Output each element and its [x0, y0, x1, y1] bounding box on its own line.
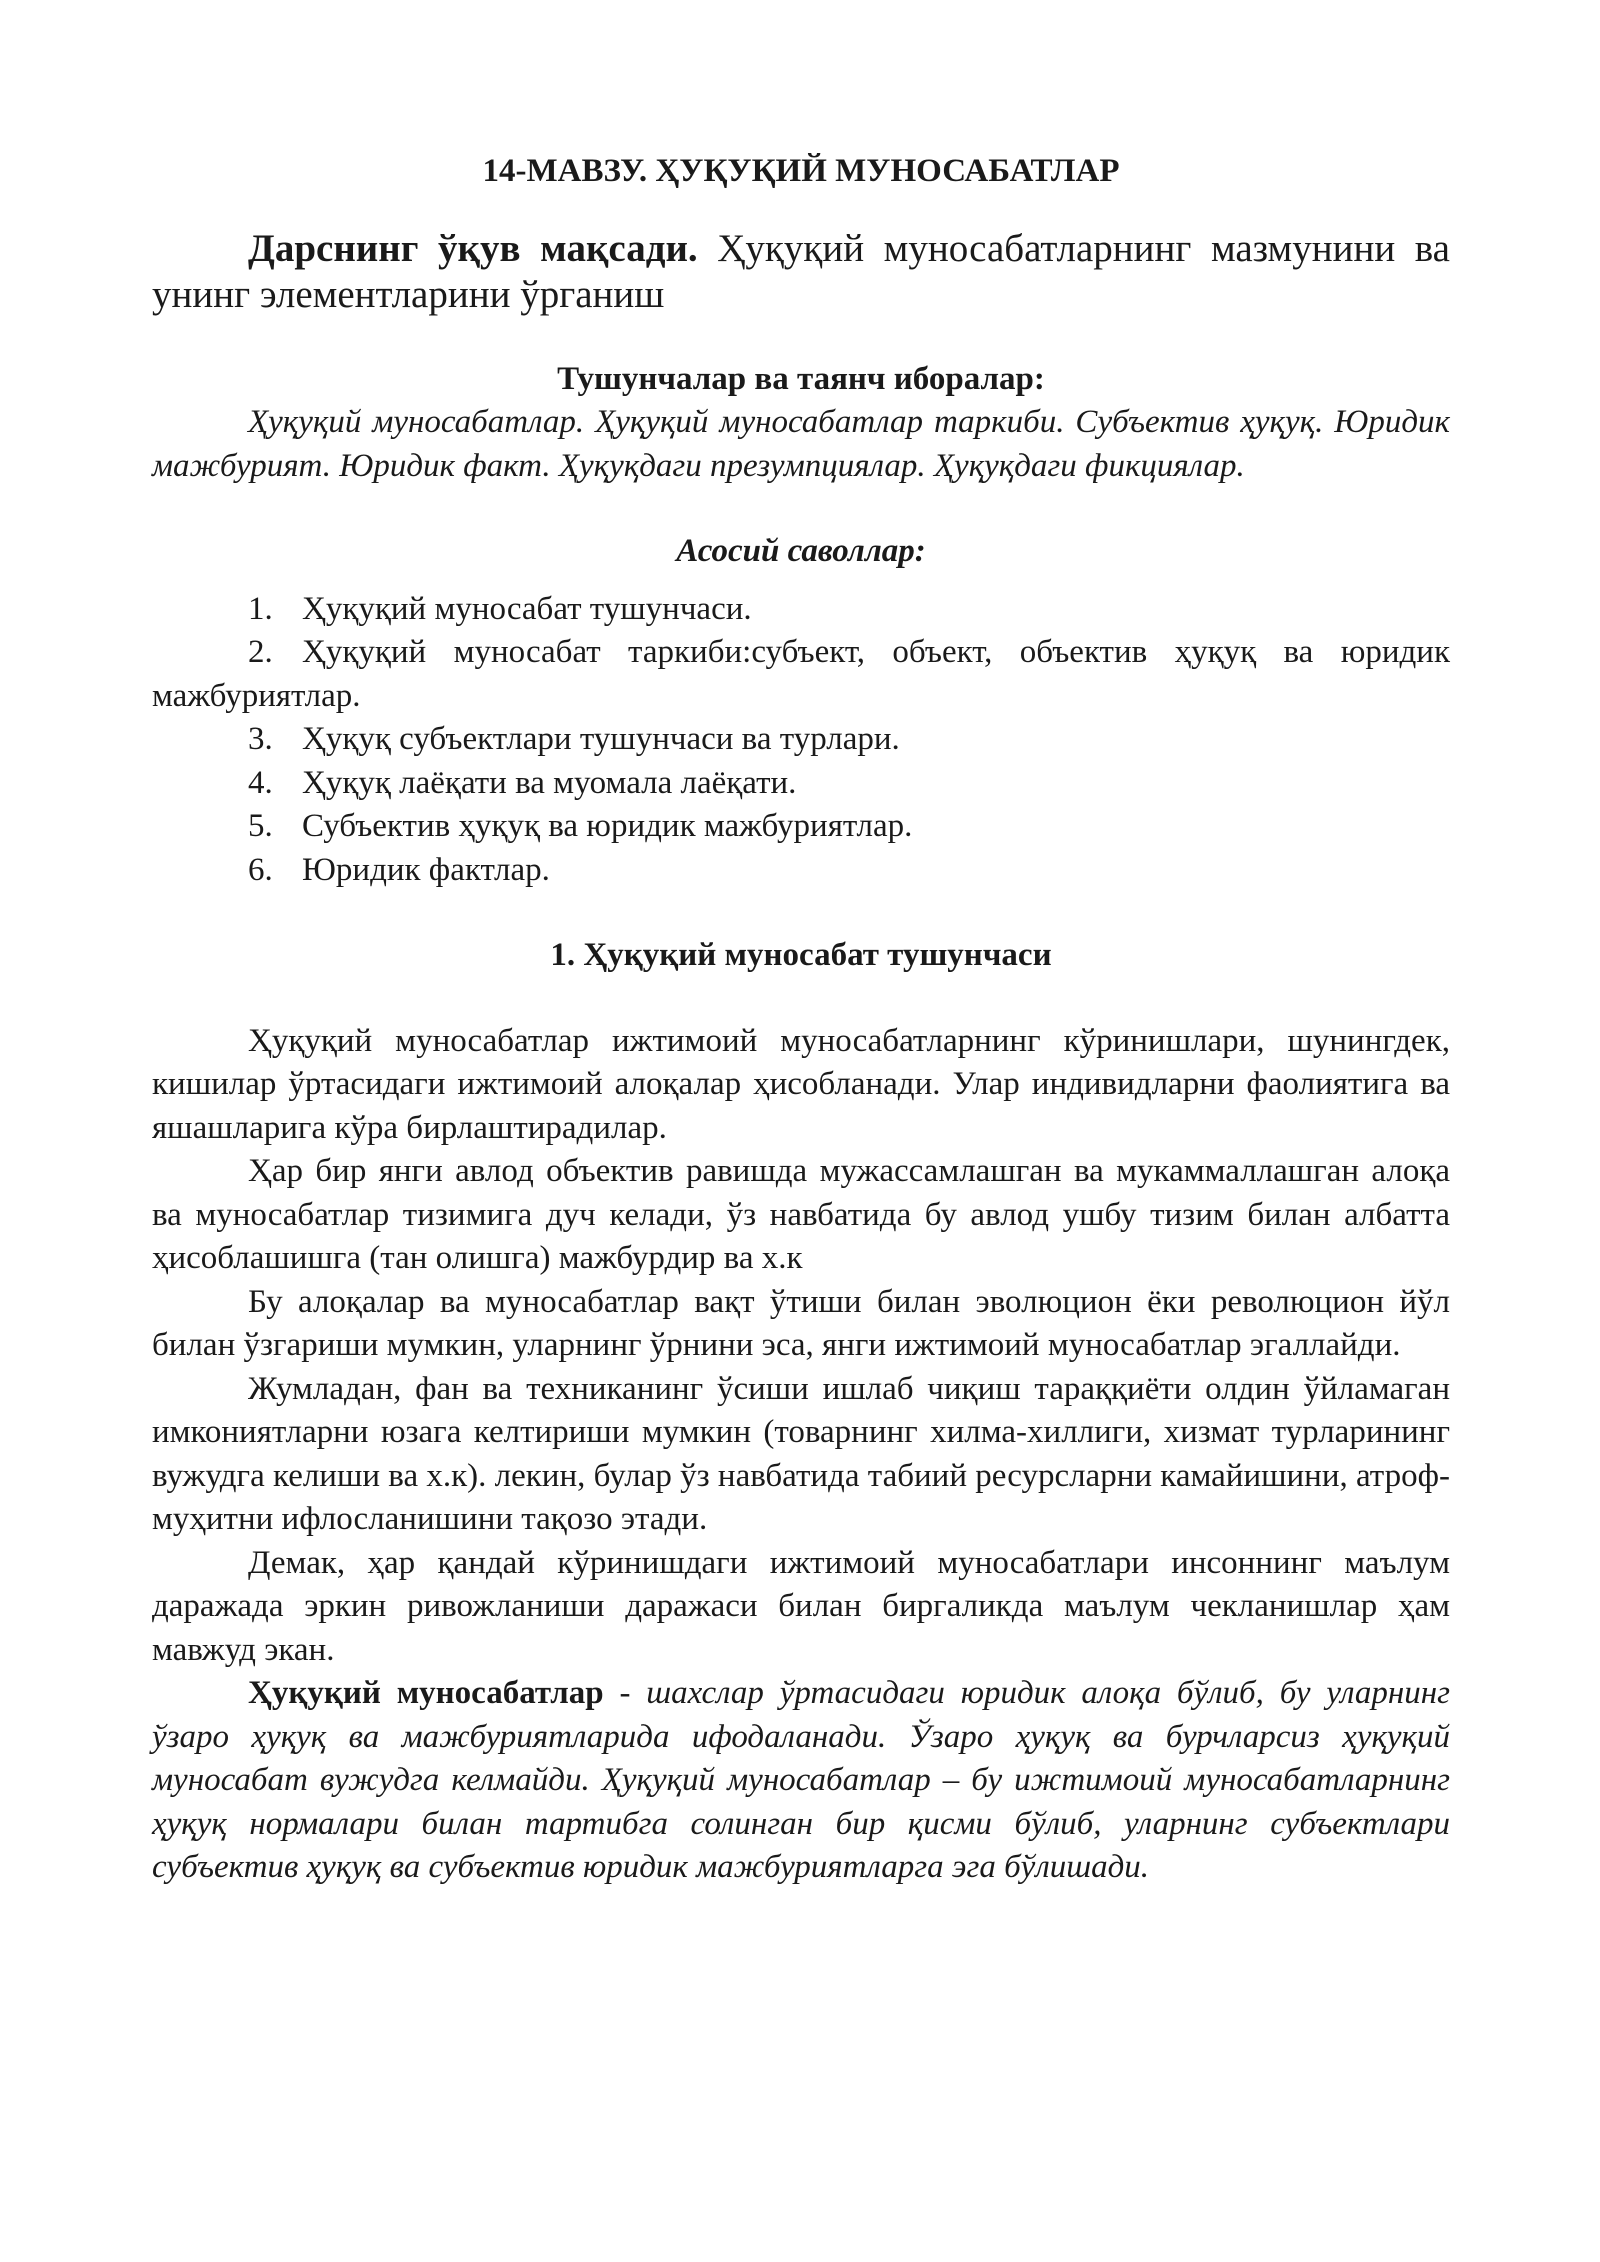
question-number: 2.: [248, 634, 273, 670]
definition-term: Ҳуқуқий муносабатлар: [248, 1675, 604, 1711]
body-paragraph: Демак, ҳар қандай кўринишдаги ижтимоий муносабатлари инсоннинг маълум даражада эркин ривожланиши даражаси билан биргаликда маълум чекланишлар ҳам мавжуд экан.: [152, 1544, 1450, 1668]
question-text: Юридик фактлар.: [302, 851, 550, 888]
body-paragraph: Бу алоқалар ва муносабатлар вақт ўтиши билан эволюцион ёки революцион йўл билан ўзгариши мумкин, уларнинг ўрнини эса, янги ижтимоий муносабатлар эгаллайди.: [152, 1283, 1450, 1363]
question-item: [152, 805, 1450, 849]
definition-text: шахслар ўртасидаги юридик алоқа бўлиб, бу уларнинг ўзаро ҳуқуқ ва мажбуриятларида ифодаланади. Ўзаро ҳуқуқ ва бурчларсиз ҳуқуқий муносабат вужудга келмайди. Ҳуқуқий муносабатлар – бу ижтимоий муносабатларнинг ҳуқуқ нормалари билан тартибга солинган бир қисми бўлиб, уларнинг субъектлари субъектив ҳуқуқ ва субъектив юридик мажбуриятларга эга бўлишади.: [152, 1675, 1450, 1885]
concepts-heading: Тушунчалар ва таянч иборалар:: [557, 360, 1045, 397]
question-number: 1.: [248, 590, 273, 627]
question-text: Ҳуқуқ лаёқати ва муомала лаёқати.: [302, 764, 797, 801]
body-paragraph: Жумладан, фан ва техниканинг ўсиши ишлаб чиқиш тараққиёти олдин ўйламаган имкониятларни юзага келтириши мумкин (товарнинг хилма-хиллиги, хизмат турларининг вужудга келиши ва х.к). лекин, булар ўз навбатида табиий ресурсларни камайишини, атроф-муҳитни ифлосланишини тақозо этади.: [152, 1370, 1450, 1537]
questions-list: [152, 588, 1450, 893]
question-item: [152, 762, 1450, 806]
lesson-goal-label: Дарснинг ўқув мақсади.: [248, 226, 698, 270]
lesson-goal: [152, 226, 1450, 318]
question-item: [152, 718, 1450, 762]
section-heading: 1. Ҳуқуқий муносабат тушунчаси: [550, 937, 1052, 973]
question-text: Ҳуқуқий муносабат таркиби:субъект, объект, объектив ҳуқуқ ва юридик мажбуриятлар.: [152, 634, 1450, 714]
question-number: 3.: [248, 721, 273, 757]
question-item: [152, 631, 1450, 718]
lesson-goal-text: Ҳуқуқий муносабатларнинг мазмунини ва унинг элементларини ўрганиш: [152, 226, 1450, 316]
question-number: 4.: [248, 764, 273, 801]
question-item: [152, 849, 1450, 893]
question-number: 5.: [248, 808, 273, 844]
body-paragraph: Ҳуқуқий муносабатлар ижтимоий муносабатларнинг кўринишлари, шунингдек, кишилар ўртасидаги ижтимоий алоқалар ҳисобланади. Улар индивидларни фаолиятига ва яшашларига кўра бирлаштирадилар.: [152, 1022, 1450, 1146]
question-text: Субъектив ҳуқуқ ва юридик мажбуриятлар.: [302, 808, 913, 844]
definition-dash: -: [603, 1675, 647, 1711]
definition-paragraph: [152, 1672, 1450, 1890]
question-number: 6.: [248, 851, 273, 888]
questions-heading: Асосий саволлар:: [676, 533, 926, 569]
question-item: [152, 588, 1450, 632]
document-title: 14-МАВЗУ. ҲУҚУҚИЙ МУНОСАБАТЛАР: [482, 153, 1120, 189]
concepts-text: Ҳуқуқий муносабатлар. Ҳуқуқий муносабатлар таркиби. Субъектив ҳуқуқ. Юридик мажбурият. Юридик факт. Ҳуқуқдаги презумпциялар. Ҳуқуқдаги фикциялар.: [152, 404, 1450, 484]
body-paragraph: Ҳар бир янги авлод объектив равишда мужассамлашган ва мукаммаллашган алоқа ва муносабатлар тизимига дуч келади, ўз навбатида бу авлод ушбу тизим билан албатта ҳисоблашишга (тан олишга) мажбурдир ва х.к: [152, 1153, 1450, 1276]
question-text: Ҳуқуқий муносабат тушунчаси.: [302, 590, 752, 627]
question-text: Ҳуқуқ субъектлари тушунчаси ва турлари.: [302, 721, 900, 757]
